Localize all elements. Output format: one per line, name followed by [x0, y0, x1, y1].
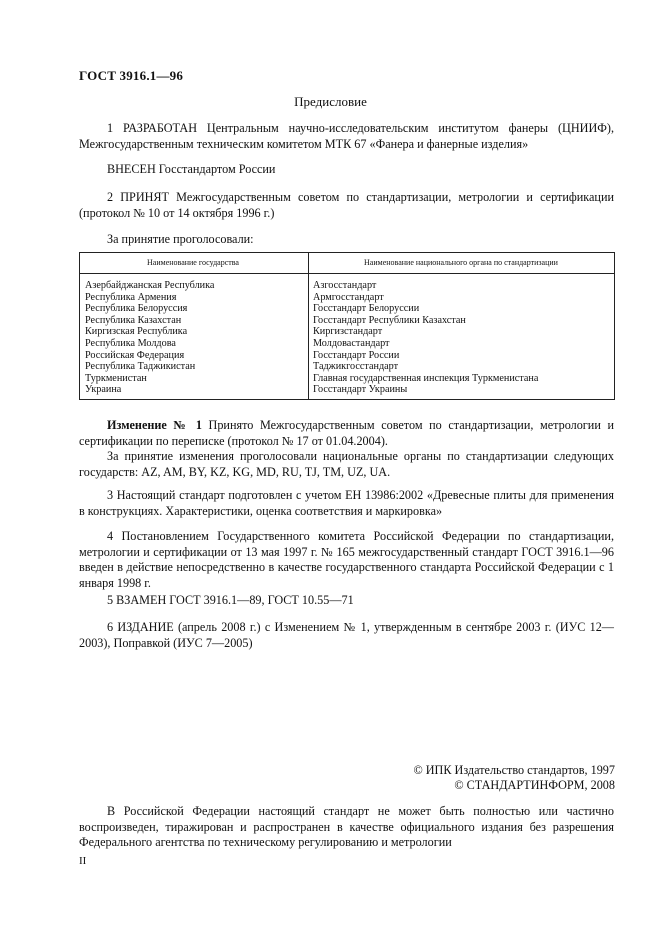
- section-title: Предисловие: [294, 94, 367, 109]
- amendment-label: Изменение № 1: [107, 418, 202, 432]
- column-header-state: Наименование государства: [79, 252, 307, 274]
- national-body-name: Госстандарт Украины: [313, 384, 408, 396]
- national-body-name: Госстандарт России: [313, 349, 400, 361]
- state-name: Республика Казахстан: [85, 314, 182, 326]
- state-name: Республика Таджикистан: [85, 361, 196, 373]
- state-name: Азербайджанская Республика: [85, 280, 215, 291]
- state-name: Республика Молдова: [85, 337, 176, 349]
- copyright-line-1: © ИПК Издательство стандартов, 1997: [413, 763, 615, 777]
- paragraph-amendment-1: [79, 418, 614, 449]
- national-body-name: Госстандарт Республики Казахстан: [313, 314, 466, 326]
- state-name: Украина: [85, 384, 122, 396]
- national-body-name: Киргизстандарт: [313, 326, 383, 338]
- legal-notice: В Российской Федерации настоящий стандарт не может быть полностью или частично воспроизведен, тиражирован и распространен в качестве официального издания без разрешения Федерального агентства по техническому регулированию и метрологии: [79, 804, 614, 849]
- voting-table-content: [79, 252, 615, 398]
- paragraph-resolution: 4 Постановлением Государственного комитета Российской Федерации по стандартизации, метрологии и сертификации от 13 мая 1997 г. № 165 межгосударственный стандарт ГОСТ 3916.1—96 введен в действие непосредственно в качестве государственного стандарта Российской Федерации с 1 января 1998 г.: [79, 529, 614, 590]
- paragraph-developed-by: 1 РАЗРАБОТАН Центральным научно-исследовательским институтом фанеры (ЦНИИФ), Межгосударственным техническим комитетом МТК 67 «Фанера и фанерные изделия»: [79, 121, 614, 151]
- table-header-row: [79, 252, 615, 274]
- voted-intro: За принятие проголосовали:: [107, 232, 254, 246]
- national-body-name: Таджикгосстандарт: [313, 361, 399, 373]
- national-body-name: Азгосстандарт: [313, 280, 377, 291]
- page-number: II: [79, 855, 87, 867]
- paragraph-prepared-with: 3 Настоящий стандарт подготовлен с учетом ЕН 13986:2002 «Древесные плиты для применения в конструкциях. Характеристики, оценка соответствия и маркировка»: [79, 488, 614, 518]
- state-name: Российская Федерация: [85, 349, 185, 361]
- national-body-list: [307, 274, 615, 398]
- document-code-header: ГОСТ 3916.1—96: [79, 68, 184, 83]
- state-name: Киргизская Республика: [85, 326, 188, 338]
- state-list: [79, 274, 307, 398]
- state-name: Республика Белоруссия: [85, 303, 188, 315]
- paragraph-amendment-voted: За принятие изменения проголосовали национальные органы по стандартизации следующих государств: AZ, AM, BY, KZ, KG, MD, RU, TJ, TM, UZ, UA.: [79, 449, 614, 479]
- national-body-name: Армгосстандарт: [313, 291, 384, 303]
- amendment-text: Принято Межгосударственным советом по стандартизации, метрологии и сертификации по переписке (протокол № 17 от 01.04.2004).: [79, 418, 614, 448]
- paragraph-introduced-by: ВНЕСЕН Госстандартом России: [107, 162, 276, 176]
- paragraph-adopted: 2 ПРИНЯТ Межгосударственным советом по стандартизации, метрологии и сертификации (протокол № 10 от 14 октября 1996 г.): [79, 190, 614, 220]
- column-header-national-body: Наименование национального органа по стандартизации: [307, 252, 615, 274]
- state-name: Республика Армения: [85, 291, 177, 303]
- national-body-name: Госстандарт Белоруссии: [313, 303, 420, 315]
- table-row: [79, 274, 615, 398]
- state-name: Туркменистан: [85, 372, 147, 384]
- national-body-name: Молдовастандарт: [313, 337, 390, 349]
- paragraph-replaces: 5 ВЗАМЕН ГОСТ 3916.1—89, ГОСТ 10.55—71: [107, 593, 354, 607]
- paragraph-edition: 6 ИЗДАНИЕ (апрель 2008 г.) с Изменением № 1, утвержденным в сентябре 2003 г. (ИУС 12—2003), Поправкой (ИУС 7—2005): [79, 620, 614, 650]
- copyright-line-2: © СТАНДАРТИНФОРМ, 2008: [454, 778, 615, 792]
- national-body-name: Главная государственная инспекция Туркменистана: [313, 372, 539, 384]
